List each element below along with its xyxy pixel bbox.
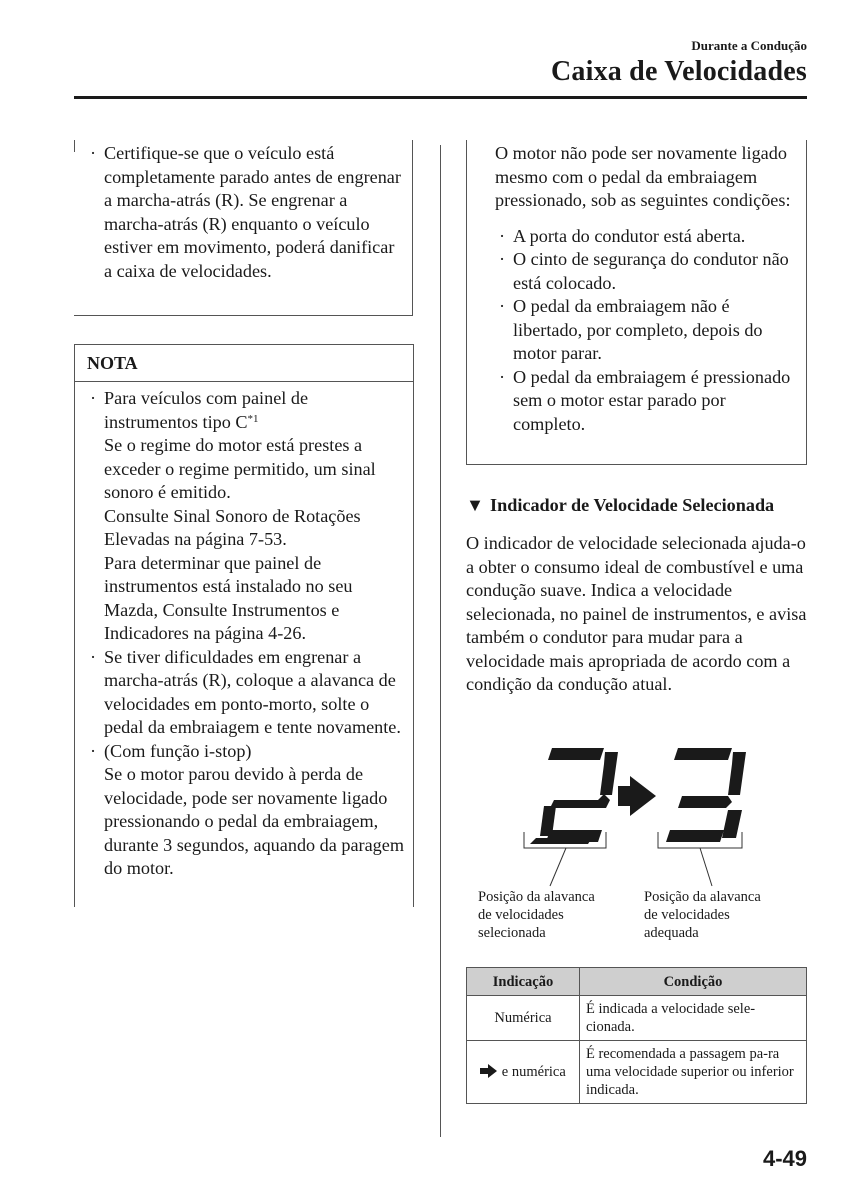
table-row (467, 1041, 807, 1104)
caution-text: Certifique-se que o veículo está completamente parado antes de engrenar a marcha-atrás (R). Se engrenar a marcha-atrás (R) enquanto o veículo estiver em movimento, poderá danificar a caixa de velocidades. (104, 143, 401, 281)
page-number: 4-49 (762, 1146, 807, 1171)
page-title: Caixa de Velocidades (550, 56, 807, 87)
column-divider (440, 145, 441, 1137)
note-item (76, 740, 406, 764)
section-subheading (466, 495, 774, 516)
table-row (467, 996, 807, 1041)
digit-three-display (666, 748, 746, 842)
caption-selected-position: Posição da alavanca de velocidades selecionada (478, 889, 595, 941)
bullet-icon: · (90, 388, 97, 408)
conditions-box (466, 140, 807, 465)
indication-table (466, 967, 807, 1104)
note-item1-p1: Se o regime do motor está prestes a exceder o regime permitido, um sinal sonoro é emitido. (104, 435, 376, 502)
note-item (76, 646, 406, 740)
arrow-right-shape (618, 776, 656, 816)
section-label: Durante a Condução (691, 38, 807, 53)
note-item1-p3: Para determinar que painel de instrumentos está instalado no seu Mazda, Consulte Instrumentos e Indicadores na página 4-26. (104, 552, 353, 643)
triangle-down-icon: ▼ (466, 495, 485, 515)
note-box (74, 344, 414, 907)
leader-right (700, 848, 712, 886)
bullet-icon: · (499, 296, 506, 316)
bullet-icon: · (90, 740, 97, 761)
conditions-intro: O motor não pode ser novamente ligado mesmo com o pedal da embraiagem pressionado, sob as seguintes condições: (495, 143, 791, 210)
footnote-mark: *1 (247, 412, 259, 425)
table-header: Condição (580, 968, 807, 996)
condition-item: · O pedal da embraiagem é pressionado sem o motor estar parado por completo. (499, 366, 791, 434)
header-rule (74, 96, 807, 99)
note-item2-text: Se tiver dificuldades em engrenar a marcha-atrás (R), coloque a alavanca de velocidades em ponto-morto, solte o pedal da embraiagem e tente novamente. (104, 646, 401, 737)
gear-indicator-figure (470, 740, 810, 945)
table-cell: É recomendada a passagem pa-ra uma velocidade superior ou inferior indicada. (580, 1041, 807, 1104)
digit-two-display (530, 748, 618, 844)
note-item (76, 387, 406, 434)
condition-item: · O cinto de segurança do condutor não está colocado. (499, 249, 789, 293)
caution-item (76, 142, 406, 283)
bullet-icon: · (90, 143, 97, 163)
note-item1-p2: Consulte Sinal Sonoro de Rotações Elevadas na página 7-53. (104, 505, 361, 549)
table-cell: É indicada a velocidade sele-cionada. (580, 996, 807, 1041)
caption-appropriate-position: Posição da alavanca de velocidades adequada (644, 889, 761, 941)
subheading-text: Indicador de Velocidade Selecionada (490, 495, 775, 515)
note-item3-p1: Se o motor parou devido à perda de velocidade, pode ser novamente ligado pressionando o pedal da embraiagem, durante 3 segundos, aquando da paragem do motor. (104, 764, 404, 878)
note-item3-lead: (Com função i-stop) (104, 740, 252, 761)
condition-item: · A porta do condutor está aberta. (495, 225, 800, 249)
note-item1-lead: Para veículos com painel de instrumentos tipo C (104, 388, 309, 432)
bullet-icon: · (90, 646, 97, 667)
arrow-right-icon (480, 1064, 498, 1078)
table-cell: Numérica (467, 996, 580, 1041)
bullet-icon: · (499, 366, 506, 387)
note-title: NOTA (75, 345, 413, 382)
indicator-description: O indicador de velocidade selecionada ajuda-o a obter o consumo ideal de combustível e uma condução suave. Indica a velocidade selecionada, no painel de instrumentos, e avisa também o condutor para mudar para a velocidade mais apropriada de acordo com a condição da condução atual. (466, 533, 807, 694)
caution-box (74, 140, 413, 316)
table-cell: e numérica (467, 1041, 580, 1104)
bullet-icon: · (499, 225, 506, 246)
condition-item: · O pedal da embraiagem não é libertado, por completo, depois do motor parar. (499, 296, 763, 363)
table-header: Indicação (467, 968, 580, 996)
leader-left (550, 848, 566, 886)
bullet-icon: · (499, 249, 506, 269)
